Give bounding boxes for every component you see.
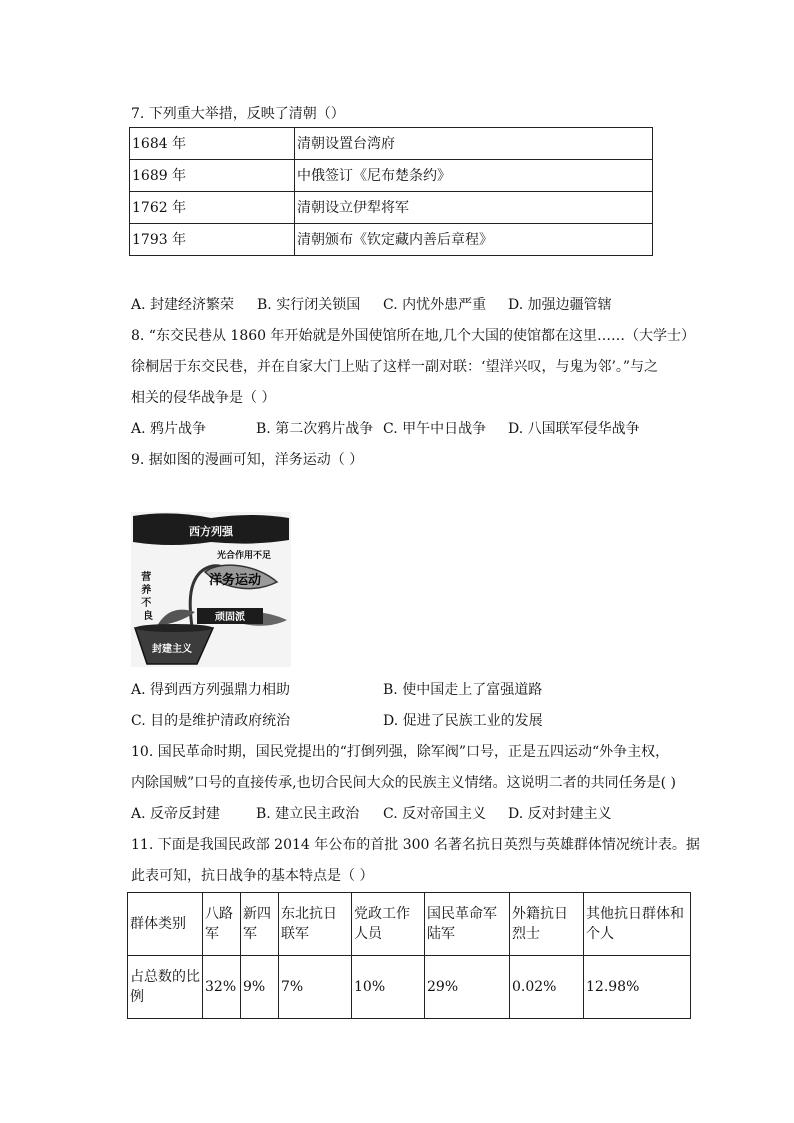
q7-option-a[interactable]: A. 封建经济繁荣 [131, 297, 235, 313]
table-header-cell: 八路军 [203, 893, 241, 956]
weed-label: 顽固派 [215, 612, 245, 623]
table-row-label: 占总数的比例 [128, 956, 203, 1019]
light-label: 光合作用不足 [217, 551, 272, 561]
soil-label-char: 养 [141, 585, 152, 596]
table-header-cell: 党政工作人员 [352, 893, 425, 956]
q11-stem-line1: 11. 下面是我国民政部 2014 年公布的首批 300 名著名抗日英烈与英雄群体情况统计表。据 [131, 837, 700, 853]
pot-rim [135, 624, 213, 632]
q10-stem-line1: 10. 国民革命时期，国民党提出的“打倒列强，除军阀”口号，正是五四运动“外争主权， [131, 744, 670, 760]
q11-stem-line2: 此表可知，抗日战争的基本特点是（ ） [131, 868, 374, 884]
q8-option-c[interactable]: C. 甲午中日战争 [383, 421, 487, 437]
q10-option-b[interactable]: B. 建立民主政治 [256, 806, 360, 822]
q7-option-c[interactable]: C. 内忧外患严重 [383, 297, 487, 313]
q9-cartoon [131, 512, 291, 667]
table-cell: 9% [241, 956, 279, 1019]
q9-option-c[interactable]: C. 目的是维护清政府统治 [131, 713, 291, 729]
q11-table [127, 892, 691, 1019]
table-row [128, 956, 691, 1019]
table-cell: 29% [425, 956, 510, 1019]
table-cell: 32% [203, 956, 241, 1019]
table-header-row [128, 893, 691, 956]
q9-option-a[interactable]: A. 得到西方列强鼎力相助 [131, 682, 291, 698]
q10-stem-line2: 内除国贼”口号的直接传承,也切合民间大众的民族主义情绪。这说明二者的共同任务是( ) [131, 775, 676, 791]
q10-option-a[interactable]: A. 反帝反封建 [131, 806, 221, 822]
soil-label-char: 不 [141, 598, 152, 609]
q7-option-d[interactable]: D. 加强边疆管辖 [508, 297, 612, 313]
table-row [130, 128, 653, 160]
cloud-label: 西方列强 [189, 525, 233, 538]
q8-stem-line1: 8. “东交民巷从 1860 年开始就是外国使馆所在地,几个大国的使馆都在这里……（大学士） [131, 328, 695, 344]
table-row [130, 192, 653, 224]
table-cell: 0.02% [510, 956, 584, 1019]
table-header-cell: 东北抗日联军 [279, 893, 352, 956]
q7-year: 1793 年 [130, 224, 295, 256]
q8-stem-line3: 相关的侵华战争是（ ） [131, 390, 276, 406]
table-header-cell: 国民革命军陆军 [425, 893, 510, 956]
q7-event: 清朝设立伊犁将军 [295, 192, 653, 224]
q8-option-d[interactable]: D. 八国联军侵华战争 [508, 421, 640, 437]
q9-stem: 9. 据如图的漫画可知，洋务运动（ ） [131, 452, 364, 468]
table-cell: 10% [352, 956, 425, 1019]
q8-option-a[interactable]: A. 鸦片战争 [131, 421, 207, 437]
q10-option-d[interactable]: D. 反对封建主义 [508, 806, 612, 822]
q8-option-b[interactable]: B. 第二次鸦片战争 [256, 421, 374, 437]
q10-option-c[interactable]: C. 反对帝国主义 [383, 806, 487, 822]
table-row [130, 160, 653, 192]
table-row [130, 224, 653, 256]
table-header-cell: 外籍抗日烈士 [510, 893, 584, 956]
pot-label: 封建主义 [152, 644, 192, 655]
leaf-label: 洋务运动 [209, 573, 262, 588]
q8-stem-line2: 徐桐居于东交民巷，并在自家大门上贴了这样一副对联：‘望洋兴叹，与鬼为邻’。”与之 [131, 359, 659, 375]
q7-stem: 7. 下列重大举措，反映了清朝（） [131, 106, 345, 122]
q7-table [129, 127, 653, 256]
q7-event: 中俄签订《尼布楚条约》 [295, 160, 653, 192]
soil-label-char: 良 [143, 611, 153, 622]
table-header-cell: 其他抗日群体和个人 [584, 893, 691, 956]
q7-year: 1762 年 [130, 192, 295, 224]
q7-year: 1684 年 [130, 128, 295, 160]
table-cell: 12.98% [584, 956, 691, 1019]
q7-event: 清朝设置台湾府 [295, 128, 653, 160]
table-header-cell: 群体类别 [128, 893, 203, 956]
q7-year: 1689 年 [130, 160, 295, 192]
soil-label-char: 营 [141, 572, 152, 583]
table-cell: 7% [279, 956, 352, 1019]
table-header-cell: 新四军 [241, 893, 279, 956]
q7-event: 清朝颁布《钦定藏内善后章程》 [295, 224, 653, 256]
q7-option-b[interactable]: B. 实行闭关锁国 [257, 297, 361, 313]
q9-option-b[interactable]: B. 使中国走上了富强道路 [383, 682, 543, 698]
q9-option-d[interactable]: D. 促进了民族工业的发展 [383, 713, 543, 729]
